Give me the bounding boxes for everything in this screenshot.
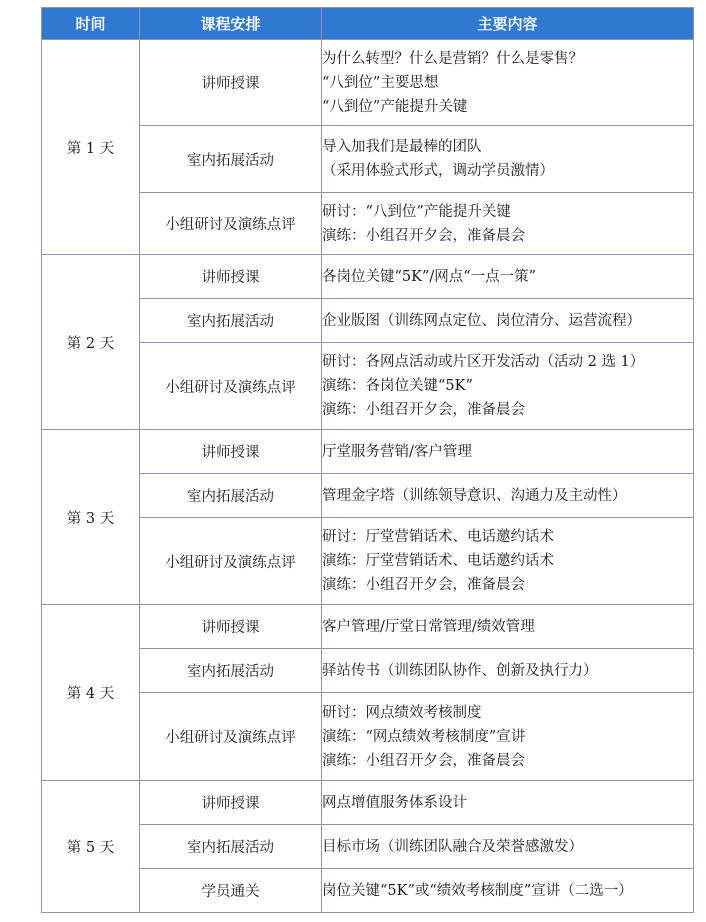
day-label: 第 1 天 [42, 40, 140, 255]
content-line: “八到位”产能提升关键 [322, 98, 468, 115]
content-line: 管理金字塔（训练领导意识、沟通力及主动性） [322, 487, 627, 504]
session-content [322, 299, 694, 343]
session-type: 小组研讨及演练点评 [140, 193, 322, 255]
table-row [42, 474, 694, 518]
session-type: 讲师授课 [140, 781, 322, 825]
header-time: 时间 [42, 8, 140, 40]
session-content [322, 649, 694, 693]
content-line: 为什么转型？什么是营销？什么是零售？ [322, 50, 583, 67]
session-type: 讲师授课 [140, 605, 322, 649]
session-content [322, 40, 694, 126]
content-line: “八到位”主要思想 [322, 74, 439, 91]
table-row [42, 343, 694, 430]
session-content [322, 126, 694, 193]
session-type: 室内拓展活动 [140, 649, 322, 693]
day-label: 第 2 天 [42, 255, 140, 430]
content-line: 导入加我们是最棒的团队 [322, 139, 482, 155]
session-content [322, 255, 694, 299]
content-line: 厅堂服务营销/客户管理 [322, 443, 472, 460]
table-row [42, 825, 694, 869]
table-body [42, 40, 694, 913]
content-line: 演练：小组召开夕会，准备晨会 [322, 752, 525, 769]
day-label: 第 3 天 [42, 430, 140, 605]
table-header [42, 8, 694, 40]
header-content: 主要内容 [322, 8, 694, 40]
session-type: 小组研讨及演练点评 [140, 693, 322, 781]
session-content [322, 605, 694, 649]
session-content [322, 781, 694, 825]
table-row [42, 40, 694, 126]
session-content [322, 430, 694, 474]
session-type: 小组研讨及演练点评 [140, 518, 322, 605]
content-line: 演练：小组召开夕会，准备晨会 [322, 402, 525, 418]
day-label: 第 5 天 [42, 781, 140, 913]
session-type: 小组研讨及演练点评 [140, 343, 322, 430]
session-content [322, 825, 694, 869]
session-type: 室内拓展活动 [140, 126, 322, 193]
table-row [42, 605, 694, 649]
session-type: 讲师授课 [140, 40, 322, 126]
session-type: 学员通关 [140, 869, 322, 913]
session-content [322, 193, 694, 255]
content-line: 企业版图（训练网点定位、岗位清分、运营流程） [322, 312, 641, 329]
content-line: 研讨：厅堂营销话术、电话邀约话术 [322, 529, 554, 545]
content-line: 目标市场（训练团队融合及荣誉感激发） [322, 838, 583, 855]
table-row [42, 255, 694, 299]
table-row [42, 693, 694, 781]
day-label: 第 4 天 [42, 605, 140, 781]
session-content [322, 693, 694, 781]
table-row [42, 518, 694, 605]
content-line: 驿站传书（训练团队协作、创新及执行力） [322, 662, 598, 679]
content-line: 演练：小组召开夕会，准备晨会 [322, 577, 525, 593]
content-line: （采用体验式形式，调动学员激情） [322, 163, 554, 179]
session-type: 室内拓展活动 [140, 299, 322, 343]
session-content [322, 474, 694, 518]
content-line: 演练：“网点绩效考核制度”宣讲 [322, 728, 526, 745]
content-line: 研讨：各网点活动或片区开发活动（活动 2 选 1） [322, 354, 645, 370]
content-line: 演练：小组召开夕会，准备晨会 [322, 227, 525, 244]
header-course: 课程安排 [140, 8, 322, 40]
content-line: 各岗位关键“5K”/网点“一点一策” [322, 268, 537, 285]
table-row [42, 430, 694, 474]
session-type: 室内拓展活动 [140, 825, 322, 869]
session-content [322, 343, 694, 430]
content-line: 演练：厅堂营销话术、电话邀约话术 [322, 553, 554, 569]
session-type: 讲师授课 [140, 430, 322, 474]
table-row [42, 649, 694, 693]
content-line: 网点增值服务体系设计 [322, 794, 467, 811]
table-row [42, 126, 694, 193]
content-line: 研讨：网点绩效考核制度 [322, 704, 482, 721]
content-line: 演练：各岗位关键“5K” [322, 378, 473, 394]
header-row [42, 8, 694, 40]
table-row [42, 193, 694, 255]
session-content [322, 518, 694, 605]
session-content [322, 869, 694, 913]
content-line: 研讨：“八到位”产能提升关键 [322, 203, 511, 220]
content-line: 岗位关键“5K”或“绩效考核制度”宣讲（二选一） [322, 882, 633, 899]
content-line: 客户管理/厅堂日常管理/绩效管理 [322, 618, 535, 635]
table-row [42, 781, 694, 825]
session-type: 讲师授课 [140, 255, 322, 299]
session-type: 室内拓展活动 [140, 474, 322, 518]
table-row [42, 299, 694, 343]
course-schedule-table [41, 7, 694, 913]
table-row [42, 869, 694, 913]
